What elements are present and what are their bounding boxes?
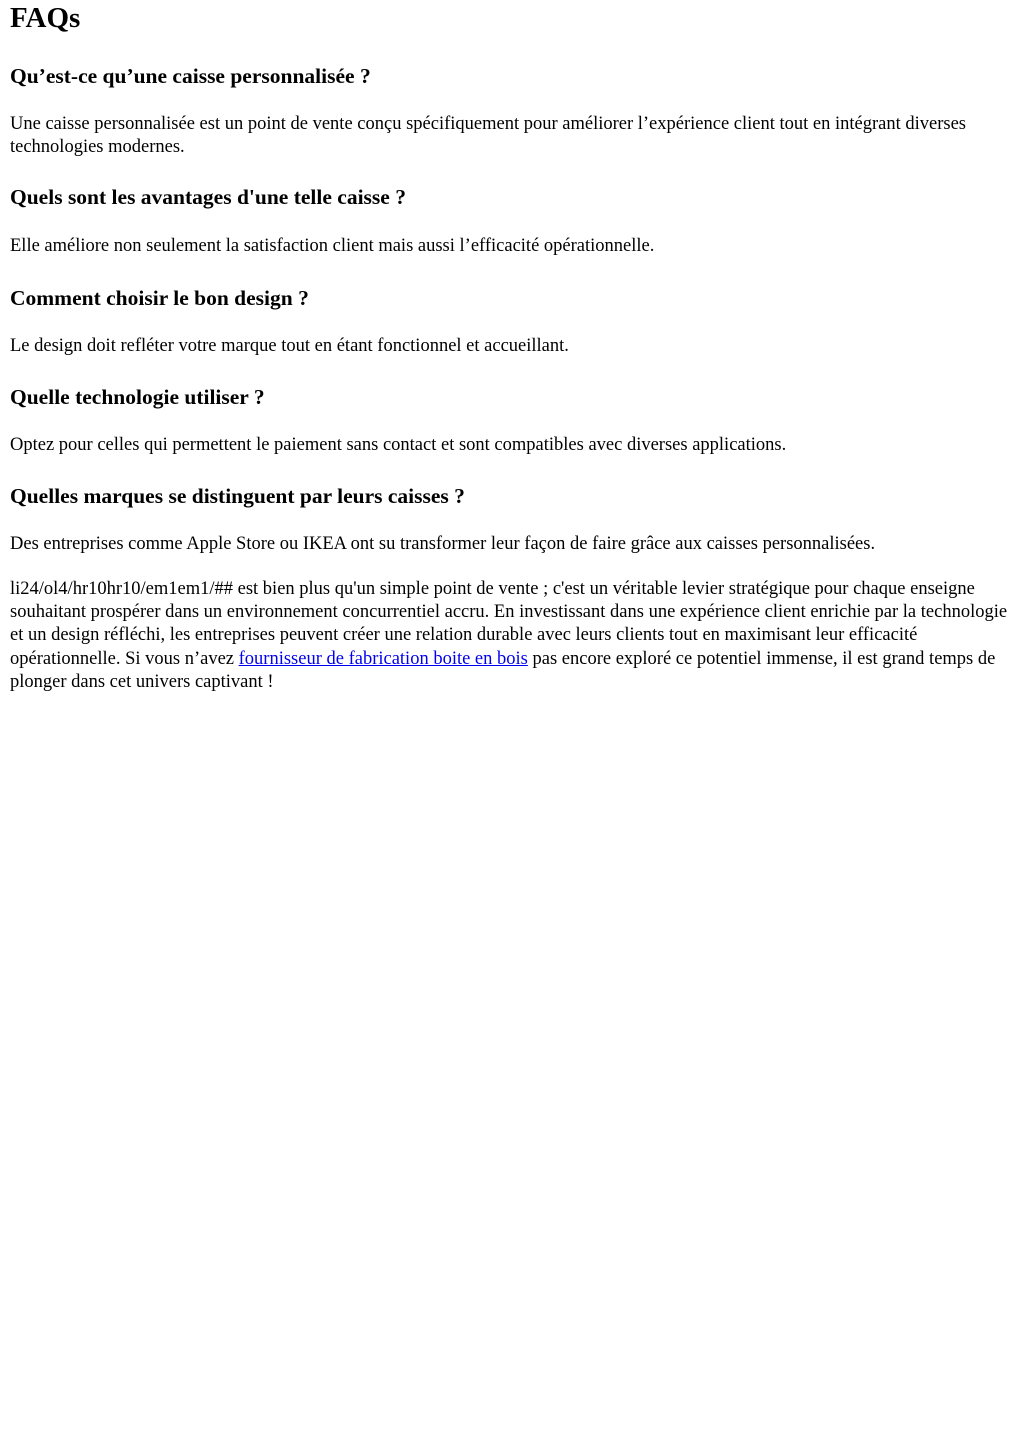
faq-question-2: Quels sont les avantages d'une telle caisse ? <box>10 184 406 209</box>
page-content <box>0 0 1024 694</box>
faq-question-3: Comment choisir le bon design ? <box>10 285 309 310</box>
faq-question-5: Quelles marques se distinguent par leurs caisses ? <box>10 484 465 509</box>
conclusion-text-after: pas encore exploré ce potentiel immense, il est grand temps de plonger dans cet univers captivant ! <box>10 648 996 692</box>
faq-answer-1: Une caisse personnalisée est un point de vente conçu spécifiquement pour améliorer l’expérience client tout en intégrant diverses technologies modernes. <box>10 114 966 158</box>
faq-question-4: Quelle technologie utiliser ? <box>10 385 265 410</box>
faq-question-1: Qu’est-ce qu’une caisse personnalisée ? <box>10 64 371 88</box>
page-title: FAQs <box>10 2 81 34</box>
faq-answer-2: Elle améliore non seulement la satisfaction client mais aussi l’efficacité opérationnelle. <box>10 235 655 256</box>
faq-answer-5: Des entreprises comme Apple Store ou IKEA ont su transformer leur façon de faire grâce aux caisses personnalisées. <box>10 534 876 555</box>
faq-answer-4: Optez pour celles qui permettent le paiement sans contact et sont compatibles avec diverses applications. <box>10 435 787 456</box>
conclusion-paragraph <box>10 578 1014 694</box>
supplier-link[interactable]: fournisseur de fabrication boite en bois <box>238 648 528 669</box>
conclusion-text-before: li24/ol4/hr10hr10/em1em1/## est bien plus qu'un simple point de vente ; c'est un véritable levier stratégique pour chaque enseigne souhaitant prospérer dans un environnement concurrentiel accru. En investissant dans une expérience client enrichie par la technologie et un design réfléchi, les entreprises peuvent créer une relation durable avec leurs clients tout en maximisant leur efficacité opérationnelle. Si vous n’avez <box>10 578 1008 669</box>
faq-answer-3: Le design doit refléter votre marque tout en étant fonctionnel et accueillant. <box>10 335 569 356</box>
